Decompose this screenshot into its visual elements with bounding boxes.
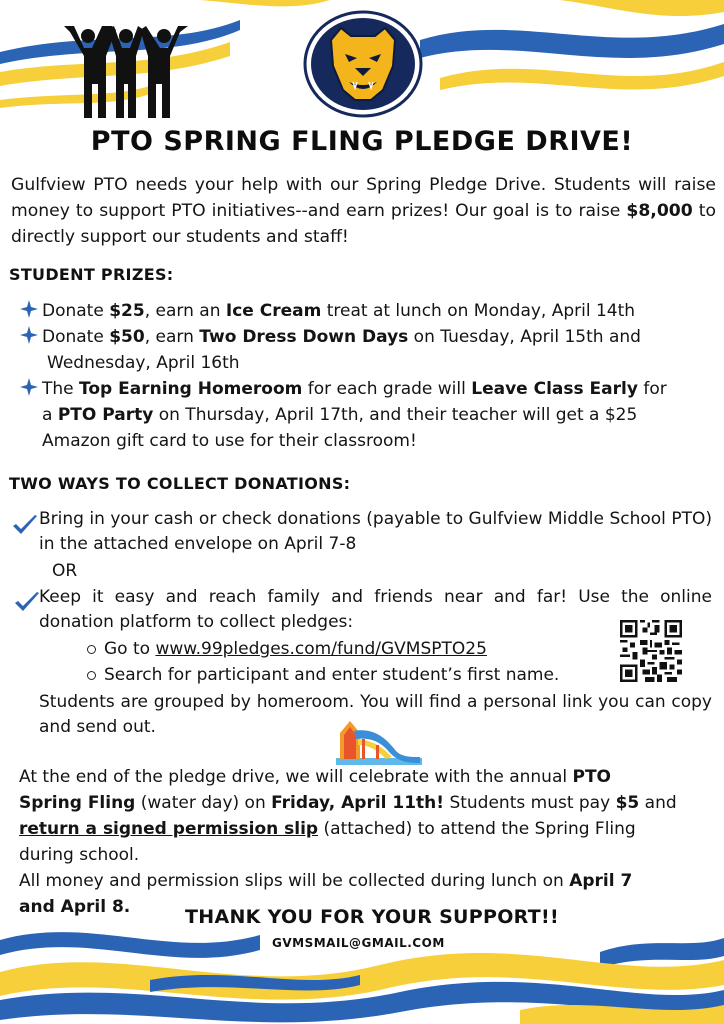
pledge-link-line: Go to www.99pledges.com/fund/GVMSPTO25 [104, 639, 487, 659]
sparkle-icon [20, 378, 38, 396]
water-slide-image [336, 717, 422, 765]
prize-item: Donate $25, earn an Ice Cream treat at lunch on Monday, April 14th [20, 299, 710, 324]
or-text: OR [52, 561, 78, 581]
bullet-icon [87, 671, 96, 680]
intro-paragraph: Gulfview PTO needs your help with our Spring Pledge Drive. Students will raise money to support PTO initiatives--and earn prizes! Our goal is to raise $8,000 to directly support our students and staff! [11, 175, 717, 247]
checkmark-icon [12, 514, 38, 536]
way-two-text: Keep it easy and reach family and friends near and far! Use the online donation platform to collect pledges: [39, 587, 712, 632]
thank-you-banner: THANK YOU FOR YOUR SUPPORT!! [185, 906, 559, 928]
way-one-text: Bring in your cash or check donations (payable to Gulfview Middle School PTO) in the attached envelope on April 7-8 [39, 509, 712, 554]
homeroom-note: Students are grouped by homeroom. You will find a personal link you can copy and send out. [39, 692, 712, 737]
student-prizes-heading: STUDENT PRIZES: [9, 265, 174, 284]
permission-slip-link: return a signed permission slip [19, 819, 319, 839]
prize-item: Donate $50, earn Two Dress Down Days on Tuesday, April 15th and Wednesday, April 16th [20, 325, 710, 375]
bullet-icon [87, 645, 96, 654]
contact-email[interactable]: GVMSMAIL@GMAIL.COM [272, 936, 445, 950]
closing-paragraph: At the end of the pledge drive, we will celebrate with the annual PTO Spring Fling (water day) on Friday, April 11th! Students must pay $5 and return a signed permission slip (attached) to attend the Spring Fling during school. All money and permission slips will be collected during lunch on April 7 and April 8. [19, 767, 677, 917]
people-group-icon [62, 26, 190, 118]
sparkle-icon [20, 326, 38, 344]
cougar-mascot-logo [303, 10, 423, 118]
flyer-title: PTO SPRING FLING PLEDGE DRIVE! [90, 126, 634, 157]
qr-code[interactable] [620, 620, 682, 682]
search-participant-line: Search for participant and enter student’s first name. [104, 665, 560, 685]
collect-donations-heading: TWO WAYS TO COLLECT DONATIONS: [9, 474, 351, 493]
pledge-link[interactable]: www.99pledges.com/fund/GVMSPTO25 [155, 639, 487, 659]
checkmark-icon [14, 591, 40, 613]
prize-item: The Top Earning Homeroom for each grade will Leave Class Early for a PTO Party on Thursday, April 17th, and their teacher will get a $25 Amazon gift card to use for their classroom! [20, 377, 710, 455]
sparkle-icon [20, 300, 38, 318]
